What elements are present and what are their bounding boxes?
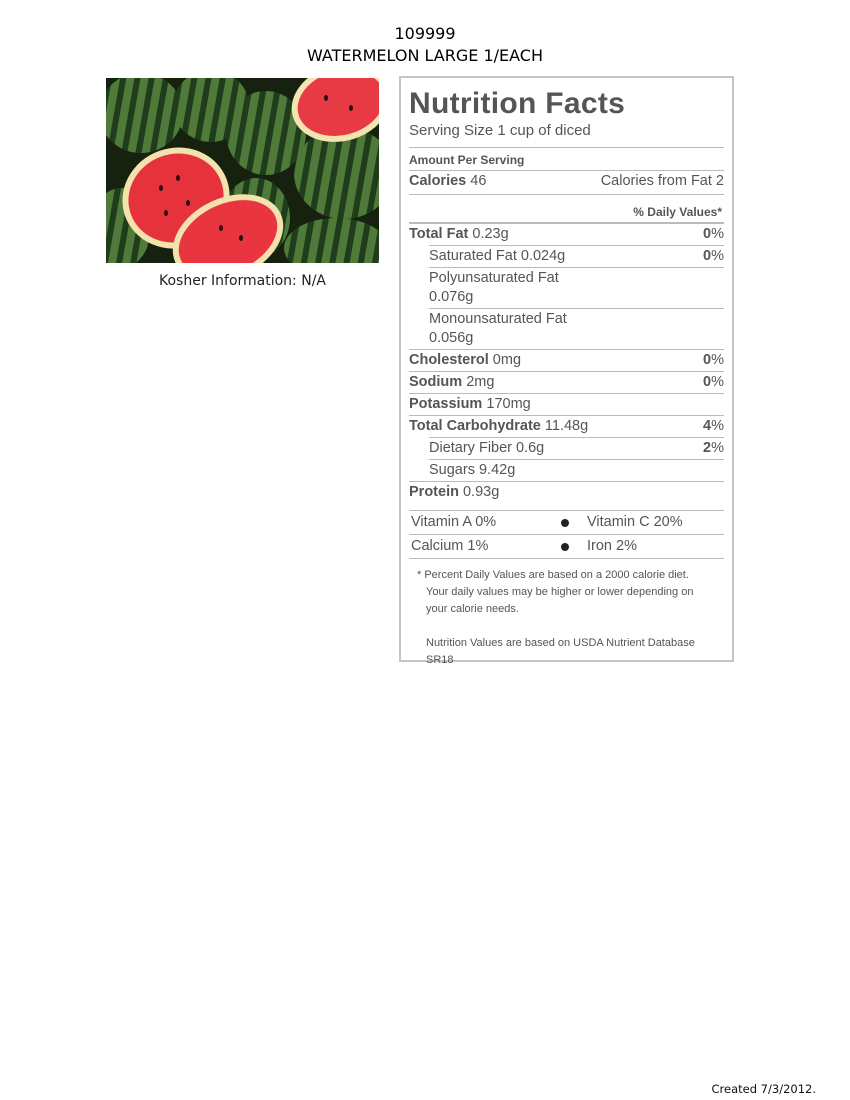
product-name: WATERMELON LARGE 1/EACH	[306, 46, 544, 65]
nutrient-value: 11.48g	[544, 418, 589, 434]
nutrient-row	[409, 350, 724, 370]
nutrient-row	[409, 246, 724, 266]
vitamin-row	[409, 511, 724, 534]
source-line: Nutrition Values are based on USDA Nutrient Database	[426, 637, 695, 649]
nutrient-row	[409, 394, 724, 414]
daily-value-percent: 0%	[703, 226, 724, 242]
nutrient-label: Sodium	[409, 374, 463, 390]
nutrient-value: 0.23g	[472, 226, 509, 242]
amount-per-serving: Amount Per Serving	[409, 153, 525, 167]
nutrient-row	[409, 416, 724, 436]
nutrient-label: Protein	[409, 484, 459, 500]
percent-number: 0	[703, 226, 712, 242]
footnote-line: your calorie needs.	[426, 603, 519, 615]
nutrient-label: Monounsaturated Fat 0.056g	[429, 311, 567, 346]
nutrient-row	[409, 224, 724, 244]
nutrition-facts-panel	[399, 76, 734, 666]
nutrient-label: Cholesterol	[409, 352, 489, 368]
calories-from-fat: Calories from Fat 2	[600, 173, 724, 189]
nutrient-value: 0mg	[492, 352, 522, 368]
vitamin-right: Vitamin C 20%	[587, 514, 683, 530]
bullet-icon	[561, 511, 587, 534]
nutrient-value: 170mg	[486, 396, 531, 412]
nutrient-list	[409, 224, 724, 502]
nutrient-label: Dietary Fiber 0.6g	[429, 440, 545, 456]
daily-value-percent: 0%	[703, 374, 724, 390]
created-date: Created 7/3/2012.	[711, 1082, 816, 1096]
percent-number: 0	[703, 374, 712, 390]
daily-value-percent: 4%	[703, 418, 724, 434]
vitamin-left: Calcium 1%	[411, 538, 489, 554]
calories-value: 46	[470, 173, 487, 189]
vitamin-right: Iron 2%	[587, 538, 637, 554]
daily-values-header: % Daily Values*	[633, 205, 722, 219]
percent-number: 4	[703, 418, 712, 434]
product-code: 109999	[394, 24, 456, 43]
nutrient-label: Total Carbohydrate	[409, 418, 541, 434]
daily-value-percent: 0%	[703, 352, 724, 368]
daily-value-percent: 0%	[703, 248, 724, 264]
nutrient-row	[409, 268, 724, 307]
serving-size: Serving Size 1 cup of diced	[409, 122, 591, 139]
source-line: SR18	[426, 654, 454, 666]
vitamin-row	[409, 535, 724, 558]
percent-number: 2	[703, 440, 712, 456]
nutrient-value: 2mg	[466, 374, 495, 390]
nutrition-title: Nutrition Facts	[409, 87, 626, 120]
calories-label: Calories	[409, 173, 467, 189]
nutrient-value: 0.93g	[462, 484, 500, 500]
nutrient-row	[409, 460, 724, 480]
calories-row	[409, 171, 724, 191]
watermelon-photo	[106, 78, 379, 263]
nutrient-label: Saturated Fat 0.024g	[429, 248, 566, 264]
footnote	[409, 567, 724, 669]
percent-number: 0	[703, 248, 712, 264]
nutrient-row	[409, 482, 724, 502]
nutrient-row	[409, 438, 724, 458]
nutrient-label: Potassium	[409, 396, 483, 412]
percent-number: 0	[703, 352, 712, 368]
bullet-icon	[561, 535, 587, 558]
footnote-line: * Percent Daily Values are based on a 2000 calorie diet.	[417, 569, 689, 581]
nutrient-row	[409, 372, 724, 392]
footnote-line: Your daily values may be higher or lower depending on	[426, 586, 694, 598]
nutrient-label: Polyunsaturated Fat 0.076g	[429, 270, 559, 305]
nutrient-row	[409, 309, 724, 348]
vitamin-list	[409, 511, 724, 559]
nutrient-label: Sugars 9.42g	[429, 462, 516, 478]
nutrient-label: Total Fat	[409, 226, 469, 242]
daily-value-percent: 2%	[703, 440, 724, 456]
vitamin-left: Vitamin A 0%	[411, 514, 497, 530]
kosher-info: Kosher Information: N/A	[158, 273, 326, 289]
